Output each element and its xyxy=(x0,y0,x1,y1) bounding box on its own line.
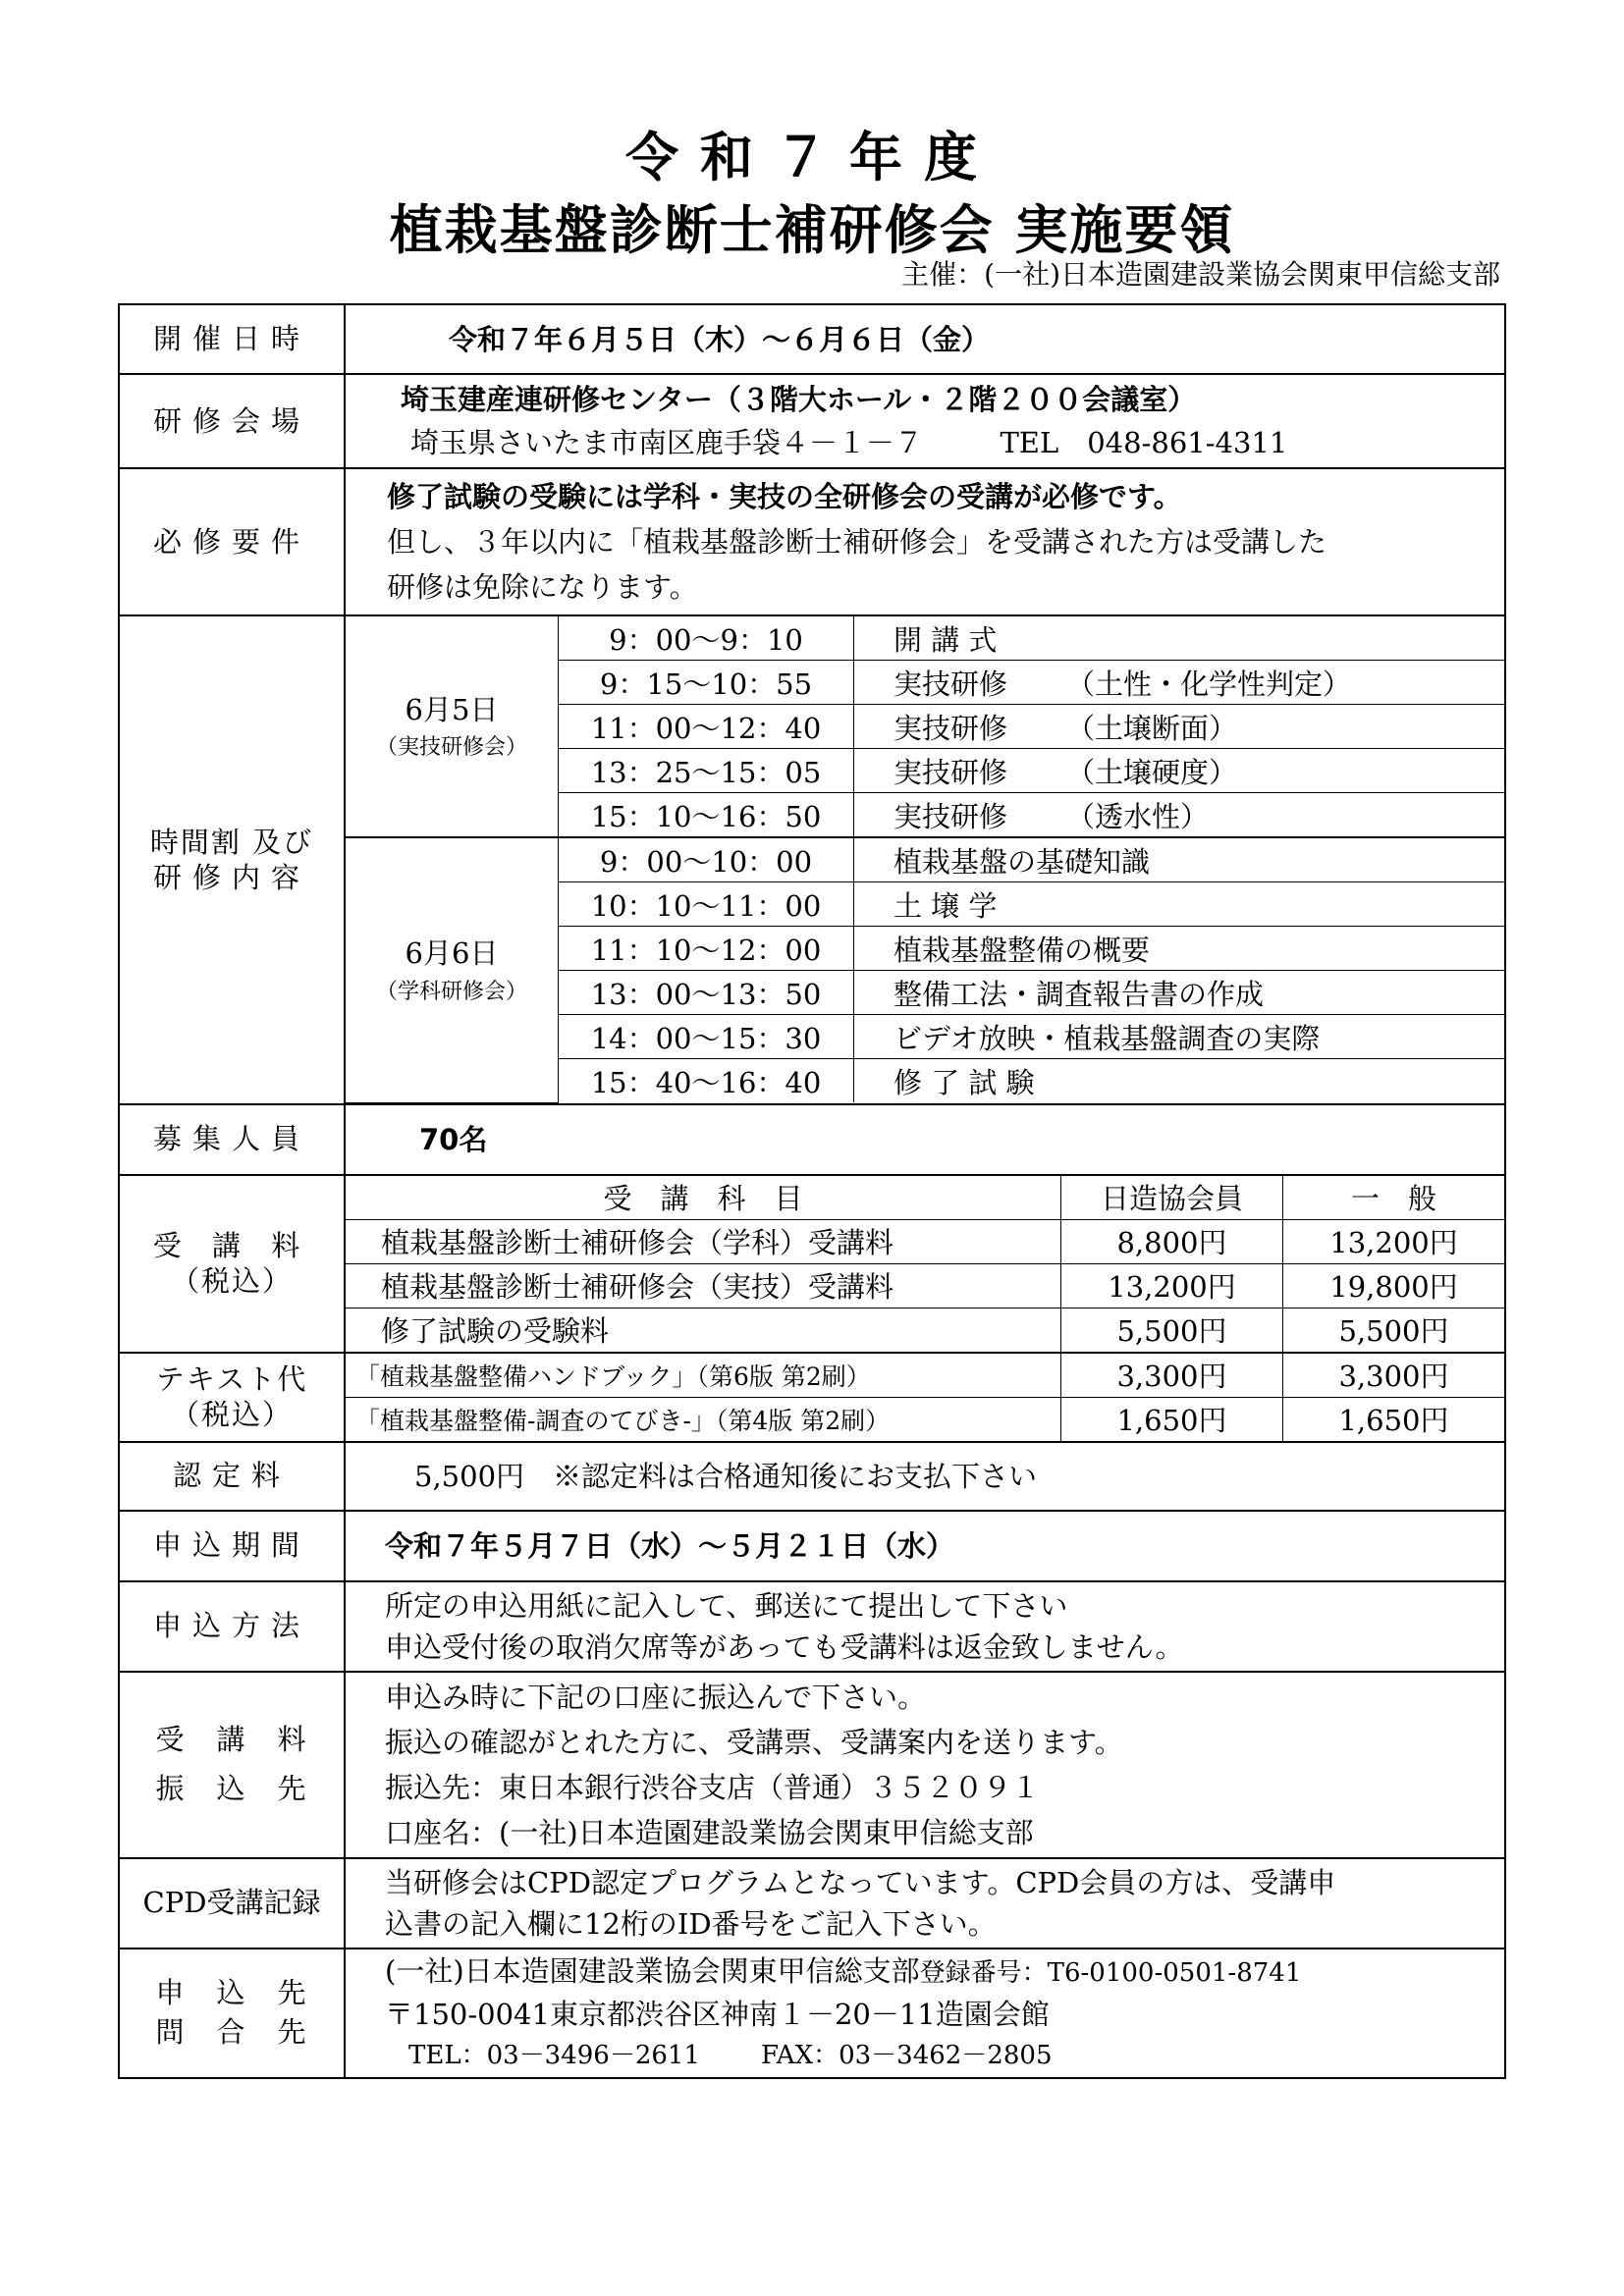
fees-header-row xyxy=(346,1176,1504,1220)
day1-date: 6月5日 xyxy=(405,692,499,726)
schedule-subject: 植栽基盤の基礎知識 xyxy=(854,837,1505,882)
sponsor-line: 主催：(一社)日本造園建設業協会関東甲信総支部 xyxy=(901,258,1500,291)
schedule-time: 11：10～12：00 xyxy=(559,927,854,971)
outline-table xyxy=(118,303,1506,2079)
fee-row xyxy=(346,1263,1504,1308)
fee-member: 13,200円 xyxy=(1061,1263,1283,1308)
label-fees-2: （税込） xyxy=(170,1264,293,1298)
contact-org: (一社)日本造園建設業協会関東甲信総支部 xyxy=(385,1953,920,1988)
method-line1: 所定の申込用紙に記入して、郵送にて提出して下さい xyxy=(385,1588,1068,1623)
schedule-row xyxy=(346,616,1504,661)
text-general: 1,650円 xyxy=(1283,1397,1505,1441)
payment-line4: 口座名：(一社)日本造園建設業協会関東甲信総支部 xyxy=(385,1815,1034,1849)
day1-cell xyxy=(346,616,559,837)
schedule-table xyxy=(346,616,1504,1103)
schedule-subject: 実技研修 （土性・化学性判定） xyxy=(854,661,1505,705)
schedule-time: 9：00～10：00 xyxy=(559,837,854,882)
fee-general: 19,800円 xyxy=(1283,1263,1505,1308)
schedule-time: 13：25～15：05 xyxy=(559,749,854,793)
fee-name: 植栽基盤診断士補研修会（実技）受講料 xyxy=(346,1263,1061,1308)
row-method xyxy=(119,1581,1505,1672)
schedule-note: （土性・化学性判定） xyxy=(1066,667,1352,701)
method-line2: 申込受付後の取消欠席等があっても受講料は返金致しません。 xyxy=(385,1629,1184,1664)
schedule-time: 9：00～9：10 xyxy=(559,616,854,661)
value-period: 令和７年５月７日（水）～５月２１日（水） xyxy=(385,1528,955,1563)
schedule-time: 13：00～13：50 xyxy=(559,971,854,1015)
label-date: 開催日時 xyxy=(119,304,345,374)
text-name: 「植栽基盤整備ハンドブック」（第6版 第2刷） xyxy=(346,1354,1061,1398)
cpd-line2: 込書の記入欄に12桁のID番号をご記入下さい。 xyxy=(385,1906,997,1941)
schedule-time: 15：10～16：50 xyxy=(559,793,854,838)
text-member: 1,650円 xyxy=(1061,1397,1283,1441)
value-date: 令和７年６月５日（木）～６月６日（金） xyxy=(449,322,991,356)
label-capacity: 募集人員 xyxy=(119,1104,345,1175)
row-contact xyxy=(119,1949,1505,2078)
contact-tel: TEL：03－3496－2611 xyxy=(408,2040,701,2070)
requirement-line3: 研修は免除になります。 xyxy=(387,570,698,604)
text-member: 3,300円 xyxy=(1061,1354,1283,1398)
fee-general: 5,500円 xyxy=(1283,1308,1505,1352)
label-certification: 認定料 xyxy=(119,1442,345,1511)
fees-header-member: 日造協会員 xyxy=(1061,1176,1283,1220)
schedule-time: 9：15～10：55 xyxy=(559,661,854,705)
label-texts-2: （税込） xyxy=(170,1398,293,1431)
label-payment-2: 振 込 先 xyxy=(155,1771,308,1805)
label-texts-1: テキスト代 xyxy=(155,1362,308,1396)
title-main: 植栽基盤診断士補研修会 実施要領 xyxy=(389,199,1235,261)
schedule-subject: 植栽基盤整備の概要 xyxy=(854,927,1505,971)
schedule-note: （透水性） xyxy=(1066,799,1210,833)
fees-header-general: 一 般 xyxy=(1283,1176,1505,1220)
row-date xyxy=(119,304,1505,374)
schedule-subject: 整備工法・調査報告書の作成 xyxy=(854,971,1505,1015)
contact-address: 〒150-0041東京都渋谷区神南１－20－11造園会館 xyxy=(385,1997,1050,2031)
texts-table xyxy=(346,1354,1504,1441)
text-row xyxy=(346,1397,1504,1441)
schedule-subject: 実技研修 （透水性） xyxy=(854,793,1505,838)
fees-table xyxy=(346,1176,1504,1352)
fee-name: 修了試験の受験料 xyxy=(346,1308,1061,1352)
fee-row xyxy=(346,1219,1504,1263)
schedule-subject: ビデオ放映・植栽基盤調査の実際 xyxy=(854,1015,1505,1059)
label-contact-2: 問 合 先 xyxy=(155,2014,308,2049)
schedule-subject: 実技研修 （土壌硬度） xyxy=(854,749,1505,793)
label-payment-1: 受 講 料 xyxy=(155,1723,308,1757)
schedule-subject: 実技研修 （土壌断面） xyxy=(854,705,1505,749)
fee-member: 5,500円 xyxy=(1061,1308,1283,1352)
venue-tel: TEL 048-861-4311 xyxy=(1000,426,1288,459)
row-fees xyxy=(119,1175,1505,1353)
text-name: 「植栽基盤整備-調査のてびき-」（第4版 第2刷） xyxy=(346,1397,1061,1441)
label-venue: 研修会場 xyxy=(119,374,345,468)
label-schedule-2: 研修内容 xyxy=(152,860,310,894)
row-period xyxy=(119,1511,1505,1581)
payment-line2: 振込の確認がとれた方に、受講票、受講案内を送ります。 xyxy=(385,1725,1123,1759)
schedule-row xyxy=(346,837,1504,882)
fee-name: 植栽基盤診断士補研修会（学科）受講料 xyxy=(346,1219,1061,1263)
schedule-time: 14：00～15：30 xyxy=(559,1015,854,1059)
schedule-subject: 開 講 式 xyxy=(854,616,1505,661)
row-texts xyxy=(119,1353,1505,1442)
schedule-note: （土壌硬度） xyxy=(1066,755,1238,789)
row-venue xyxy=(119,374,1505,468)
label-requirement: 必修要件 xyxy=(119,468,345,615)
schedule-time: 11：00～12：40 xyxy=(559,705,854,749)
label-method: 申込方法 xyxy=(119,1581,345,1672)
text-row xyxy=(346,1354,1504,1398)
value-capacity: 70名 xyxy=(419,1122,488,1156)
cpd-line1: 当研修会はCPD認定プログラムとなっています。CPD会員の方は、受講申 xyxy=(385,1865,1336,1899)
label-schedule-1: 時間割 及び xyxy=(149,825,314,859)
title-year: 令和７年度 xyxy=(625,127,999,188)
requirement-line1: 修了試験の受験には学科・実技の全研修会の受講が必修です。 xyxy=(387,480,1182,513)
schedule-time: 10：10～11：00 xyxy=(559,882,854,927)
label-contact-1: 申 込 先 xyxy=(155,1976,308,2010)
schedule-subject: 土 壌 学 xyxy=(854,882,1505,927)
fee-row xyxy=(346,1308,1504,1352)
contact-reg: 登録番号：T6-0100-0501-8741 xyxy=(919,1957,1302,1988)
venue-name: 埼玉建産連研修センター（３階大ホール・２階２００会議室） xyxy=(401,383,1197,416)
fees-header-subject: 受 講 科 目 xyxy=(346,1176,1061,1220)
label-fees-1: 受 講 料 xyxy=(152,1228,311,1262)
row-capacity xyxy=(119,1104,1505,1175)
venue-address: 埼玉県さいたま市南区鹿手袋４－１－７ xyxy=(410,426,924,459)
payment-line3: 振込先：東日本銀行渋谷支店（普通）３５２０９１ xyxy=(385,1770,1041,1804)
day2-type: （学科研修会） xyxy=(375,979,527,1004)
day1-type: （実技研修会） xyxy=(375,735,527,761)
label-period: 申込期間 xyxy=(119,1511,345,1581)
row-cpd xyxy=(119,1858,1505,1949)
fee-member: 8,800円 xyxy=(1061,1219,1283,1263)
schedule-note: （土壌断面） xyxy=(1066,711,1238,745)
fee-general: 13,200円 xyxy=(1283,1219,1505,1263)
schedule-time: 15：40～16：40 xyxy=(559,1059,854,1103)
contact-fax: FAX：03－3462－2805 xyxy=(761,2040,1053,2070)
value-certification: 5,500円 ※認定料は合格通知後にお支払下さい xyxy=(414,1459,1038,1493)
requirement-line2: 但し、３年以内に「植栽基盤診断士補研修会」を受講された方は受講した xyxy=(387,525,1327,559)
label-cpd: CPD受講記録 xyxy=(119,1858,345,1949)
payment-line1: 申込み時に下記の口座に振込んで下さい。 xyxy=(385,1680,927,1714)
text-general: 3,300円 xyxy=(1283,1354,1505,1398)
row-payment xyxy=(119,1672,1505,1858)
row-certification xyxy=(119,1442,1505,1511)
schedule-subject: 修 了 試 験 xyxy=(854,1059,1505,1103)
day2-date: 6月6日 xyxy=(405,936,499,970)
day2-cell xyxy=(346,837,559,1102)
row-requirement xyxy=(119,468,1505,615)
row-schedule xyxy=(119,615,1505,1104)
